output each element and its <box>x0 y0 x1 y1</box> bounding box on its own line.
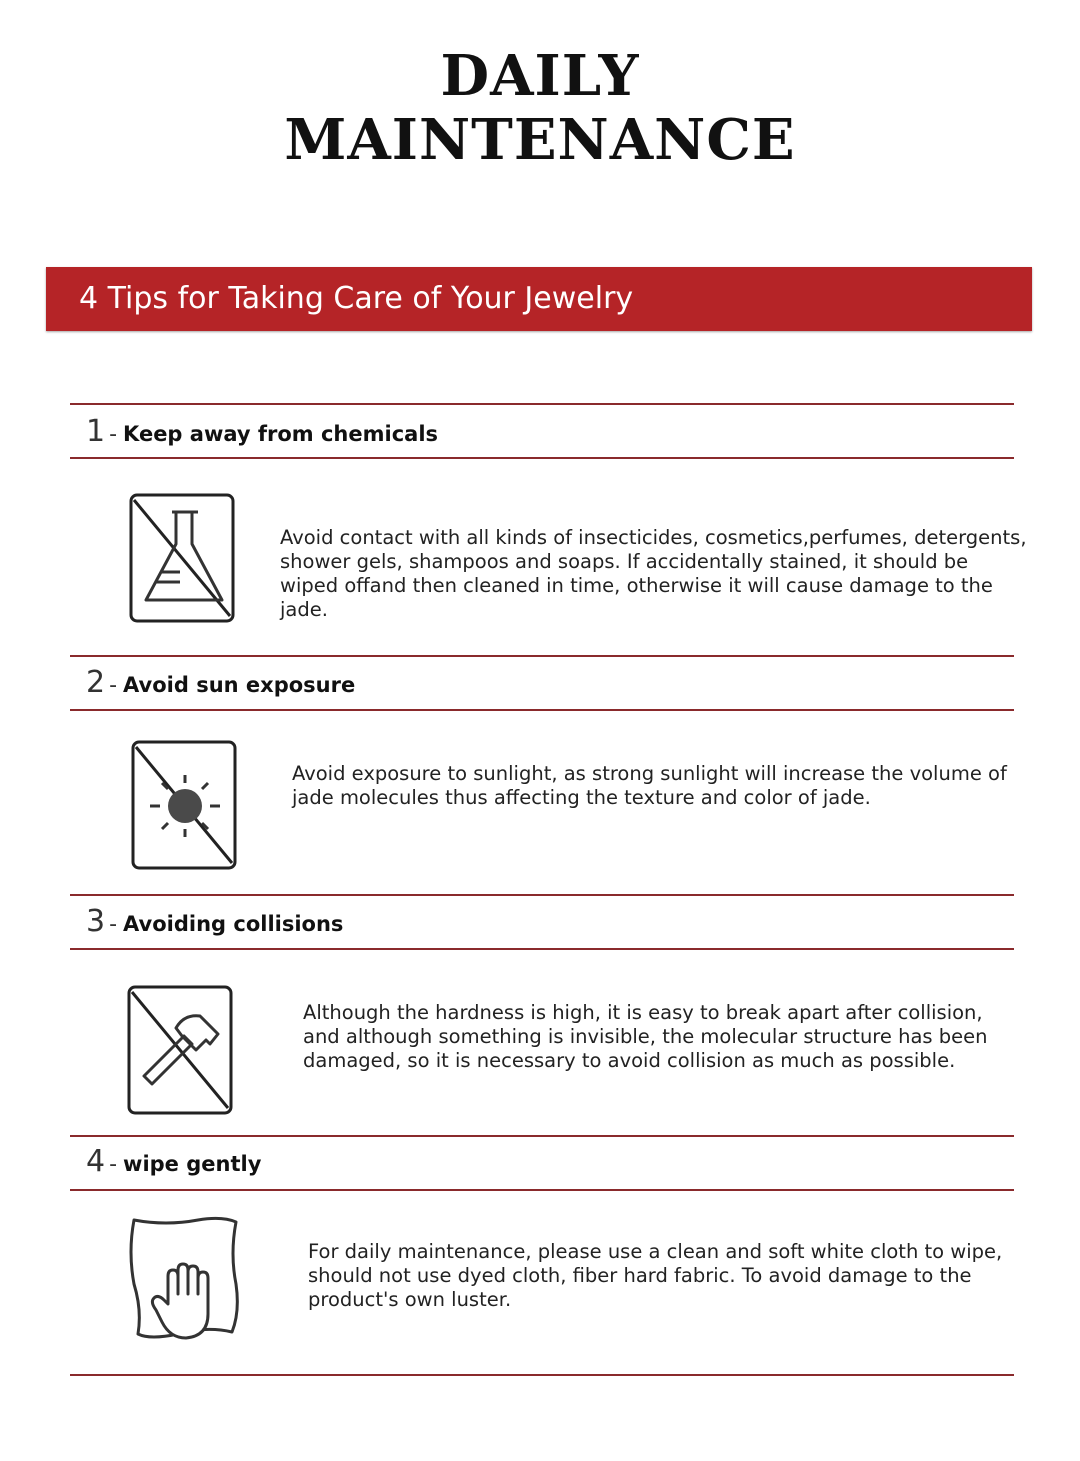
tip-description-1: Avoid contact with all kinds of insecticides, cosmetics,perfumes, detergents, shower gels, shampoos and soaps. If accidentally stained, it should be wiped offand then cleaned in time, otherwise it will cause damage to the jade. <box>280 526 1027 621</box>
tip-number: 4 <box>86 1144 106 1179</box>
tip-number: 2 <box>86 665 106 700</box>
cloth-wipe-icon <box>126 1214 244 1346</box>
divider <box>70 1135 1014 1137</box>
divider <box>70 894 1014 896</box>
tip-dash: - <box>109 673 118 698</box>
tip-dash: - <box>109 912 118 937</box>
page-title-line-1: DAILY <box>440 43 640 109</box>
tips-banner <box>46 267 1032 331</box>
divider <box>70 403 1014 405</box>
tip-title: Avoiding collisions <box>123 912 344 936</box>
divider <box>70 948 1014 950</box>
tip-description-4: For daily maintenance, please use a clean and soft white cloth to wipe, should not use dyed cloth, fiber hard fabric. To avoid damage to the product's own luster. <box>308 1240 1003 1311</box>
tip-title: Keep away from chemicals <box>123 422 439 446</box>
tip-number: 1 <box>86 414 106 449</box>
tip-heading-2 <box>86 665 355 705</box>
no-sun-icon <box>130 739 238 871</box>
tip-heading-4 <box>86 1144 261 1184</box>
banner-text: 4 Tips for Taking Care of Your Jewelry <box>79 281 634 316</box>
tip-number: 3 <box>86 904 106 939</box>
divider <box>70 709 1014 711</box>
tip-title: Avoid sun exposure <box>123 673 356 697</box>
tip-description-3: Although the hardness is high, it is easy to break apart after collision, and although something is invisible, the molecular structure has been damaged, so it is necessary to avoid collision as much as possible. <box>303 1001 988 1072</box>
tip-heading-1 <box>86 414 438 454</box>
no-hammer-icon <box>126 984 234 1116</box>
page-title-line-2: MAINTENANCE <box>284 107 796 173</box>
tip-dash: - <box>109 1152 118 1177</box>
divider <box>70 1374 1014 1376</box>
divider <box>70 1189 1014 1191</box>
divider <box>70 457 1014 459</box>
divider <box>70 655 1014 657</box>
no-chemicals-icon <box>128 492 236 624</box>
tip-title: wipe gently <box>123 1152 262 1176</box>
tip-description-2: Avoid exposure to sunlight, as strong sunlight will increase the volume of jade molecules thus affecting the texture and color of jade. <box>292 762 1007 809</box>
tip-heading-3 <box>86 904 343 944</box>
tip-dash: - <box>109 422 118 447</box>
